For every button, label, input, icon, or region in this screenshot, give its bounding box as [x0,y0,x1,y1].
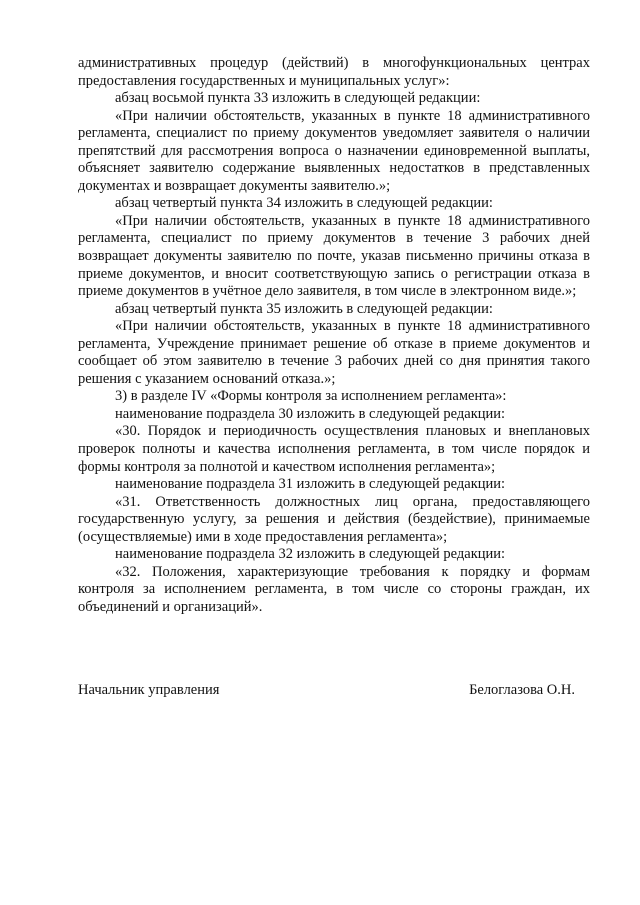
paragraph-amend-sub-32: наименование подраздела 32 изложить в следующей редакции: [115,546,506,563]
paragraph-quote-sub-31: «31. Ответственность должностных лиц органа, предоставляющего государственную услугу, за решения и действия (бездействие), принимаемые (осуществляемые) ими в ходе предоставления регламента»; [78,493,590,545]
paragraph-amend-sub-31: наименование подраздела 31 изложить в следующей редакции: [115,476,506,493]
signature-block [78,682,575,699]
paragraph-quote-sub-30: «30. Порядок и периодичность осуществления плановых и внеплановых проверок полноты и качества исполнения регламента, в том числе порядок и формы контроля за полнотой и качеством исполнения регламента»; [78,423,590,475]
paragraph-quote-34: «При наличии обстоятельств, указанных в пункте 18 административного регламента, специалист по приему документов в течение 3 рабочих дней возвращает документы заявителю по почте, указав письменно причины отказа в приеме документов, и вносит соответствующую запись о регистрации отказа в приеме документов в учётное дело заявителя, в том числе в электронном виде.»; [78,212,590,300]
paragraph-continuation: административных процедур (действий) в многофункциональных центрах предоставления государственных и муниципальных услуг»: [78,55,590,89]
paragraph-amend-34: абзац четвертый пункта 34 изложить в следующей редакции: [115,195,493,212]
signature-position: Начальник управления [78,682,220,698]
paragraph-amend-35: абзац четвертый пункта 35 изложить в следующей редакции: [115,300,493,317]
paragraph-quote-sub-32: «32. Положения, характеризующие требования к порядку и формам контроля за исполнением регламента, в том числе со стороны граждан, их объединений и организаций». [78,563,590,615]
paragraph-amend-33: абзац восьмой пункта 33 изложить в следующей редакции: [115,90,481,107]
paragraph-quote-33: «При наличии обстоятельств, указанных в пункте 18 административного регламента, специалист по приему документов уведомляет заявителя о наличии препятствий для рассмотрения вопроса о назначении единовременной выплаты, объясняет заявителю содержание выявленных недостатков в представленных документах и возвращает документы заявителю.»; [78,107,590,194]
document-body [78,55,590,617]
paragraph-section-iv: 3) в разделе IV «Формы контроля за исполнением регламента»: [115,388,507,405]
paragraph-quote-35: «При наличии обстоятельств, указанных в пункте 18 административного регламента, Учреждение принимает решение об отказе в приеме документов и сообщает об этом заявителю в течение 3 рабочих дней со дня принятия такого решения с указанием оснований отказа.»; [78,318,590,387]
paragraph-amend-sub-30: наименование подраздела 30 изложить в следующей редакции: [115,405,506,422]
signature-name: Белоглазова О.Н. [469,682,575,698]
